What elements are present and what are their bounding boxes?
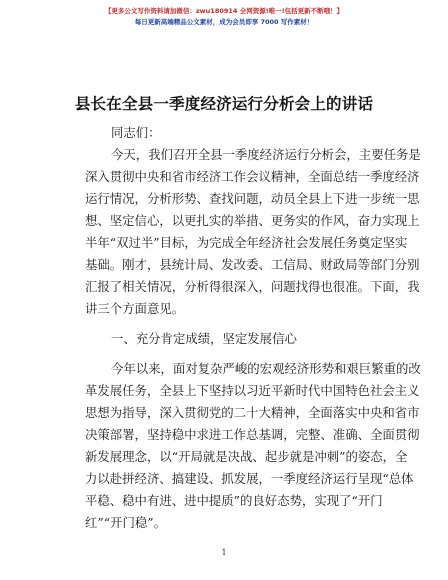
promo-banner: [0, 6, 448, 28]
text-line: 红”“开门稳”。: [85, 515, 166, 530]
document-body: [85, 122, 421, 534]
text-line: 讲三个方面意见。: [85, 301, 185, 316]
text-line: 革发展任务，全县上下坚持以习近平新时代中国特色社会主义: [85, 383, 420, 398]
text-line: 思想为指导，深入贯彻党的二十大精神，全面落实中央和省市: [85, 405, 420, 420]
page-number: 1: [221, 548, 227, 557]
text-line: 平稳、稳中有进、进中提质”的良好态势，实现了“开门: [85, 493, 383, 508]
text-line: 新发展理念，以“开局就是决战、起步就是冲刺”的姿态，全: [85, 449, 408, 464]
paragraph-achievements: [85, 358, 421, 534]
text-line: 今年以来，面对复杂严峻的宏观经济形势和艰巨繁重的改: [111, 361, 421, 376]
text-line: 想、坚定信心，以更扎实的举措、更务实的作风，奋力实现上: [85, 213, 420, 228]
text-line: 基础。刚才，县统计局、发改委、工信局、财政局等部门分别: [85, 257, 420, 272]
text-line: 深入贯彻中央和省市经济工作会议精神，全面总结一季度经济: [85, 169, 420, 184]
text-line: 汇报了相关情况，分析得很深入，问题找得也很准。下面，我: [85, 279, 420, 294]
paragraph-intro: [85, 144, 421, 320]
text-line: 今天，我们召开全县一季度经济运行分析会，主要任务是: [111, 147, 421, 162]
promo-line-2: 每日更新高端精品公文素材，成为会员即享 7000 写作素材！: [134, 18, 314, 26]
section-heading: 一、充分肯定成绩，坚定发展信心: [111, 331, 297, 346]
text-line: 决策部署，坚持稳中求进工作总基调，完整、准确、全面贯彻: [85, 427, 420, 442]
promo-line-1: 【更多公文写作资料请加微信：zwu180914 全网资源!唯一!包括更新不断哦！】: [104, 7, 344, 15]
salutation: 同志们：: [111, 125, 161, 140]
text-line: 半年“双过半”目标，为完成全年经济社会发展任务奠定坚实: [85, 235, 408, 250]
document-title: 县长在全县一季度经济运行分析会上的讲话: [74, 95, 374, 113]
text-line: 力以赴拼经济、搞建设、抓发展，一季度经济运行呈现“总体: [85, 471, 414, 486]
text-line: 运行情况，分析形势、查找问题，动员全县上下进一步统一思: [85, 191, 420, 206]
